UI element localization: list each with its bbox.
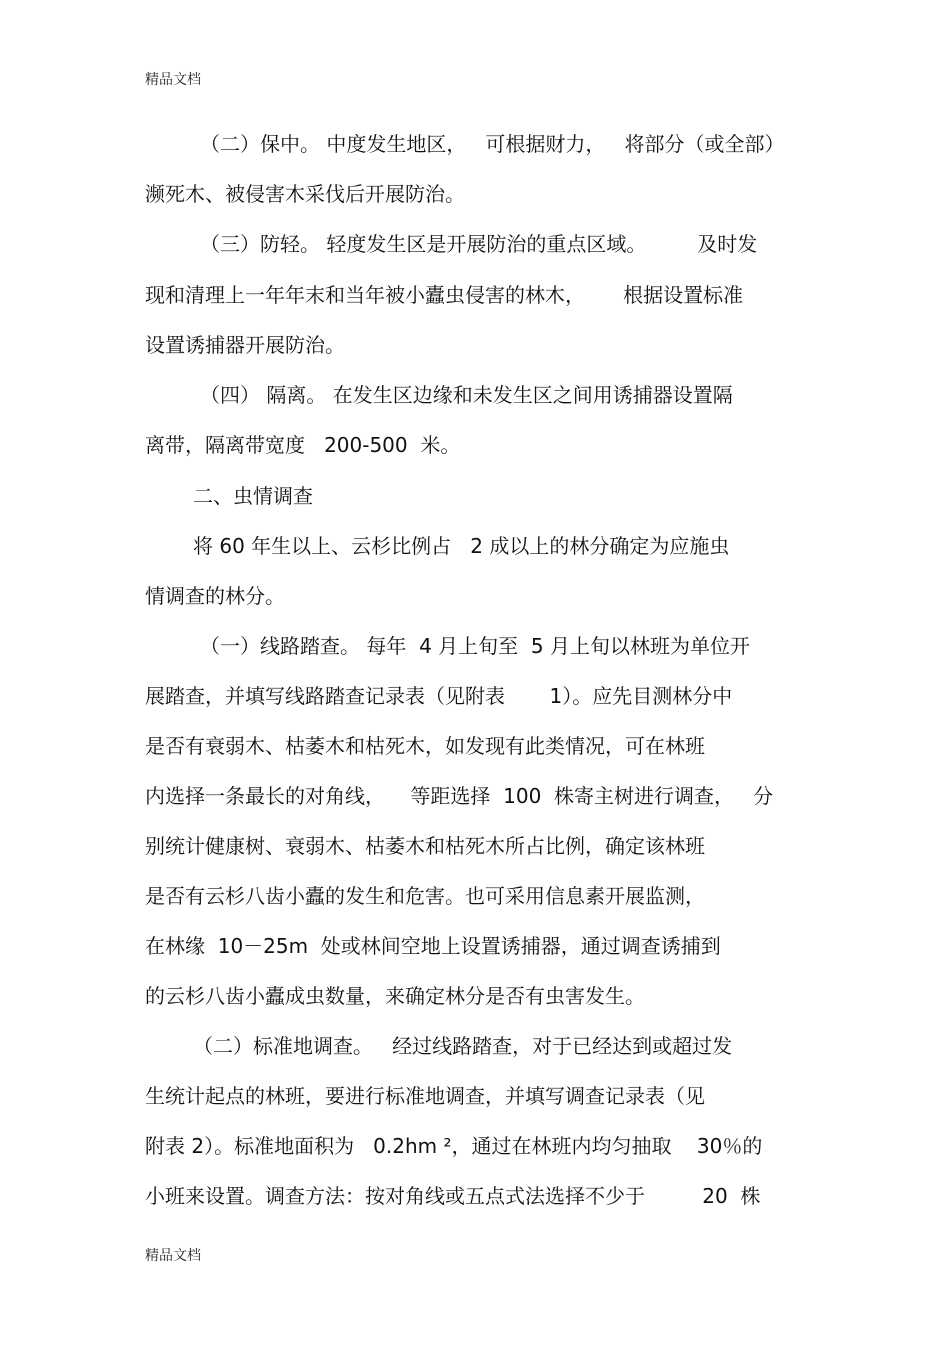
- text-line: 将 60 年生以上、云杉比例占 2 成以上的林分确定为应施虫: [193, 534, 730, 558]
- text-line: 情调查的林分。: [145, 584, 285, 608]
- text-line: 内选择一条最长的对角线， 等距选择 100 株寄主树进行调查， 分: [145, 784, 774, 808]
- text-line: 附表 2）。标准地面积为 0.2hm ²，通过在林班内均匀抽取 30％的: [145, 1134, 763, 1158]
- text-line: 是否有云杉八齿小蠹的发生和危害。也可采用信息素开展监测，: [145, 884, 705, 908]
- text-line: 小班来设置。调查方法：按对角线或五点式法选择不少于 20 株: [145, 1184, 761, 1208]
- text-line: 别统计健康树、衰弱木、枯萎木和枯死木所占比例，确定该林班: [145, 834, 705, 858]
- text-line: （一）线路踏查。 每年 4 月上旬至 5 月上旬以林班为单位开: [200, 634, 750, 658]
- text-line: （三）防轻。 轻度发生区是开展防治的重点区域。 及时发: [200, 232, 758, 256]
- text-line: （二）保中。 中度发生地区， 可根据财力， 将部分（或全部）: [200, 132, 785, 156]
- text-line: 离带，隔离带宽度 200-500 米。: [145, 433, 461, 457]
- text-line: 生统计起点的林班，要进行标准地调查，并填写调查记录表（见: [145, 1084, 705, 1108]
- page-footer-label: 精品文档: [145, 1248, 201, 1264]
- text-line: （二）标准地调查。 经过线路踏查，对于已经达到或超过发: [193, 1034, 733, 1058]
- page-header-label: 精品文档: [145, 72, 201, 88]
- text-line: （四） 隔离。 在发生区边缘和未发生区之间用诱捕器设置隔: [200, 383, 733, 407]
- text-line: 濒死木、被侵害木采伐后开展防治。: [145, 182, 465, 206]
- text-line: 设置诱捕器开展防治。: [145, 333, 345, 357]
- text-line: 是否有衰弱木、枯萎木和枯死木，如发现有此类情况，可在林班: [145, 734, 705, 758]
- text-line: 现和清理上一年年末和当年被小蠹虫侵害的林木， 根据设置标准: [145, 283, 744, 307]
- text-line: 的云杉八齿小蠹成虫数量，来确定林分是否有虫害发生。: [145, 984, 645, 1008]
- text-line: 在林缘 10－25m 处或林间空地上设置诱捕器，通过调查诱捕到: [145, 934, 721, 958]
- text-line: 展踏查，并填写线路踏查记录表（见附表 1）。应先目测林分中: [145, 684, 733, 708]
- section-heading: 二、虫情调查: [193, 484, 313, 508]
